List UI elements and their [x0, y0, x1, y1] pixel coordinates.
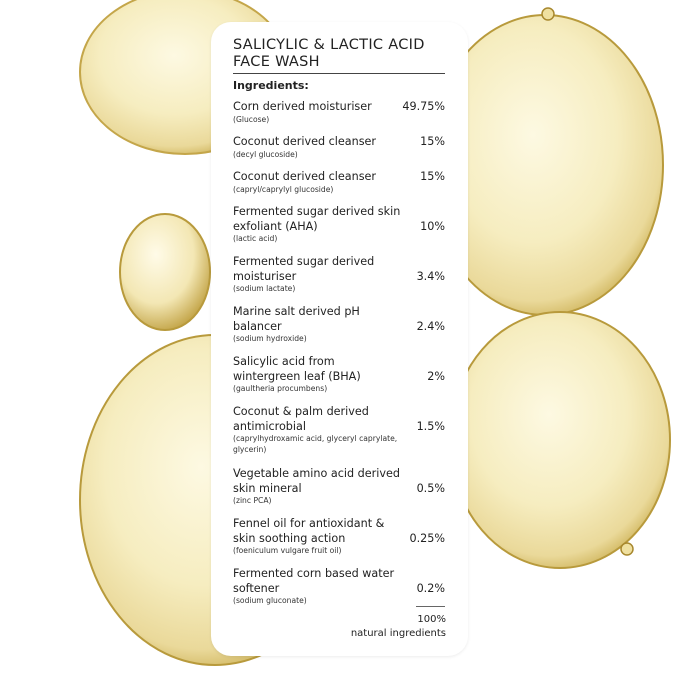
ingredient-name: Marine salt derived pH balancer: [233, 305, 360, 333]
ingredient-name: Coconut derived cleanser: [233, 135, 377, 148]
ingredient-percent: 15%: [420, 170, 445, 183]
ingredient-row: [233, 205, 445, 245]
ingredient-percent: 1.5%: [416, 420, 445, 433]
ingredient-row: [233, 135, 445, 160]
ingredient-inci: (capryl/caprylyl glucoside): [233, 184, 334, 194]
ingredient-inci: (sodium gluconate): [233, 596, 307, 605]
ingredient-row: [233, 255, 445, 295]
ingredient-inci: (sodium hydroxide): [233, 334, 307, 343]
ingredient-name: Fermented sugar derived moisturiser: [233, 255, 375, 283]
ingredient-row: [233, 517, 445, 557]
ingredient-name: Coconut & palm derived antimicrobial: [233, 405, 369, 433]
ingredient-row: [233, 405, 445, 455]
ingredient-inci: (Glucose): [233, 114, 270, 124]
ingredient-row: [233, 100, 445, 125]
oil-droplet: [450, 312, 670, 568]
ingredient-row: [233, 305, 445, 345]
ingredient-percent: 0.5%: [416, 482, 445, 495]
ingredient-inci: (caprylhydroxamic acid, glyceryl caprylate, glycerin): [233, 434, 398, 454]
ingredient-percent: 3.4%: [416, 270, 445, 283]
ingredient-name: Fermented sugar derived skin exfoliant (AHA): [233, 205, 401, 233]
ingredient-name: Fennel oil for antioxidant & skin soothing action: [233, 517, 385, 545]
ingredient-row: [233, 467, 445, 507]
ingredients-card: [211, 22, 468, 656]
ingredient-percent: 10%: [420, 220, 445, 233]
ingredient-inci: (decyl glucoside): [233, 149, 298, 159]
oil-droplet: [120, 214, 210, 330]
ingredient-inci: (gaultheria procumbens): [233, 384, 328, 393]
ingredient-name: Coconut derived cleanser: [233, 170, 377, 183]
ingredient-percent: 2%: [427, 370, 445, 383]
ingredient-row: [233, 355, 445, 395]
ingredients-label: Ingredients:: [233, 79, 309, 92]
ingredient-inci: (lactic acid): [233, 234, 278, 243]
title-divider: [233, 73, 445, 74]
ingredient-name: Vegetable amino acid derived skin mineral: [233, 467, 400, 495]
ingredient-inci: (zinc PCA): [233, 496, 272, 505]
ingredient-percent: 0.25%: [409, 532, 445, 545]
ingredient-name: Corn derived moisturiser: [233, 100, 372, 113]
total-divider: [416, 606, 445, 607]
ingredient-percent: 0.2%: [416, 582, 445, 595]
ingredient-percent: 15%: [420, 135, 445, 148]
ingredient-name: Salicylic acid from wintergreen leaf (BHA): [233, 355, 361, 383]
ingredient-row: [233, 567, 445, 607]
ingredient-inci: (foeniculum vulgare fruit oil): [233, 546, 342, 555]
product-title: SALICYLIC & LACTIC ACID FACE WASH: [233, 37, 425, 70]
oil-droplet: [542, 8, 554, 20]
total-label: natural ingredients: [350, 628, 446, 639]
ingredient-percent: 49.75%: [402, 100, 445, 113]
ingredient-inci: (sodium lactate): [233, 284, 296, 293]
ingredient-row: [233, 170, 445, 195]
ingredient-percent: 2.4%: [416, 320, 445, 333]
oil-droplet: [621, 543, 633, 555]
ingredient-name: Fermented corn based water softener: [233, 567, 395, 595]
total-percent: 100%: [417, 614, 446, 625]
